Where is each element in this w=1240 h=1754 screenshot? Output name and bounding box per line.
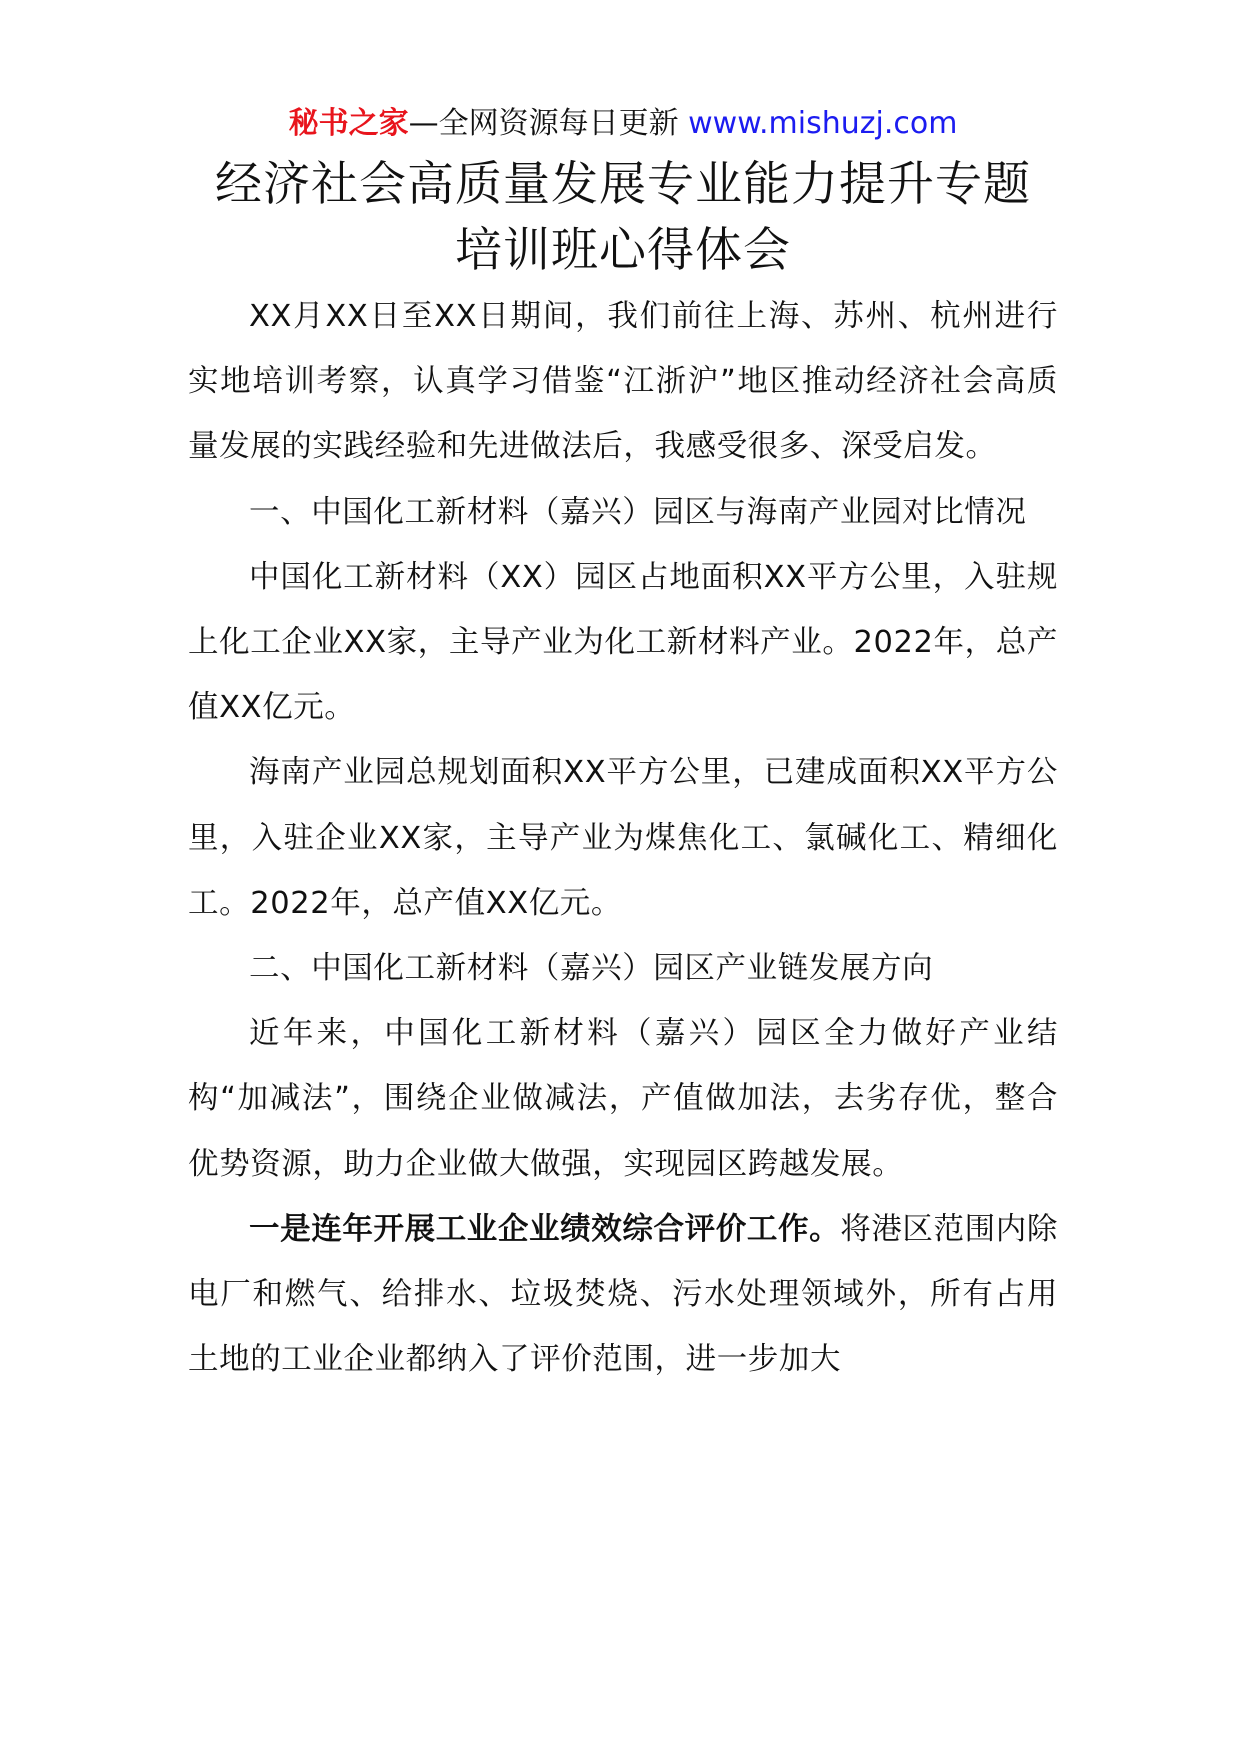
paragraph-evaluation-text: 将港区范围内除电厂和燃气、给排水、垃圾焚烧、污水处理领域外，所有占用土地的工业企业都纳入了评价范围，进一步加大 (188, 1211, 1058, 1378)
title-line-1: 经济社会高质量发展专业能力提升专题 (215, 157, 1031, 212)
section-heading-1: 一、中国化工新材料（嘉兴）园区与海南产业园对比情况 (249, 494, 1027, 530)
paragraph-evaluation-lead: 一是连年开展工业企业绩效综合评价工作。 (249, 1211, 841, 1247)
paragraph-jiaxing-park: 中国化工新材料（XX）园区占地面积XX平方公里，入驻规上化工企业XX家，主导产业为化工新材料产业。2022年，总产值XX亿元。 (188, 559, 1058, 726)
title-line-2: 培训班心得体会 (455, 223, 791, 278)
paragraph-evaluation (188, 1197, 1058, 1393)
document-page (188, 96, 1058, 1392)
document-body (188, 284, 1058, 1392)
header-tagline: —全网资源每日更新 (408, 106, 689, 141)
document-title (188, 152, 1058, 284)
site-url-link[interactable]: www.mishuzj.com (688, 106, 958, 141)
site-header (148, 96, 1098, 152)
section-heading-2: 二、中国化工新材料（嘉兴）园区产业链发展方向 (249, 951, 934, 987)
paragraph-intro: XX月XX日至XX日期间，我们前往上海、苏州、杭州进行实地培训考察，认真学习借鉴“江浙沪”地区推动经济社会高质量发展的实践经验和先进做法后，我感受很多、深受启发。 (188, 299, 1058, 465)
paragraph-development: 近年来，中国化工新材料（嘉兴）园区全力做好产业结构“加减法”，围绕企业做减法，产值做加法，去劣存优，整合优势资源，助力企业做大做强，实现园区跨越发展。 (188, 1016, 1058, 1182)
paragraph-hainan-park: 海南产业园总规划面积XX平方公里，已建成面积XX平方公里，入驻企业XX家，主导产业为煤焦化工、氯碱化工、精细化工。2022年，总产值XX亿元。 (188, 755, 1058, 921)
brand-name: 秘书之家 (288, 106, 409, 141)
